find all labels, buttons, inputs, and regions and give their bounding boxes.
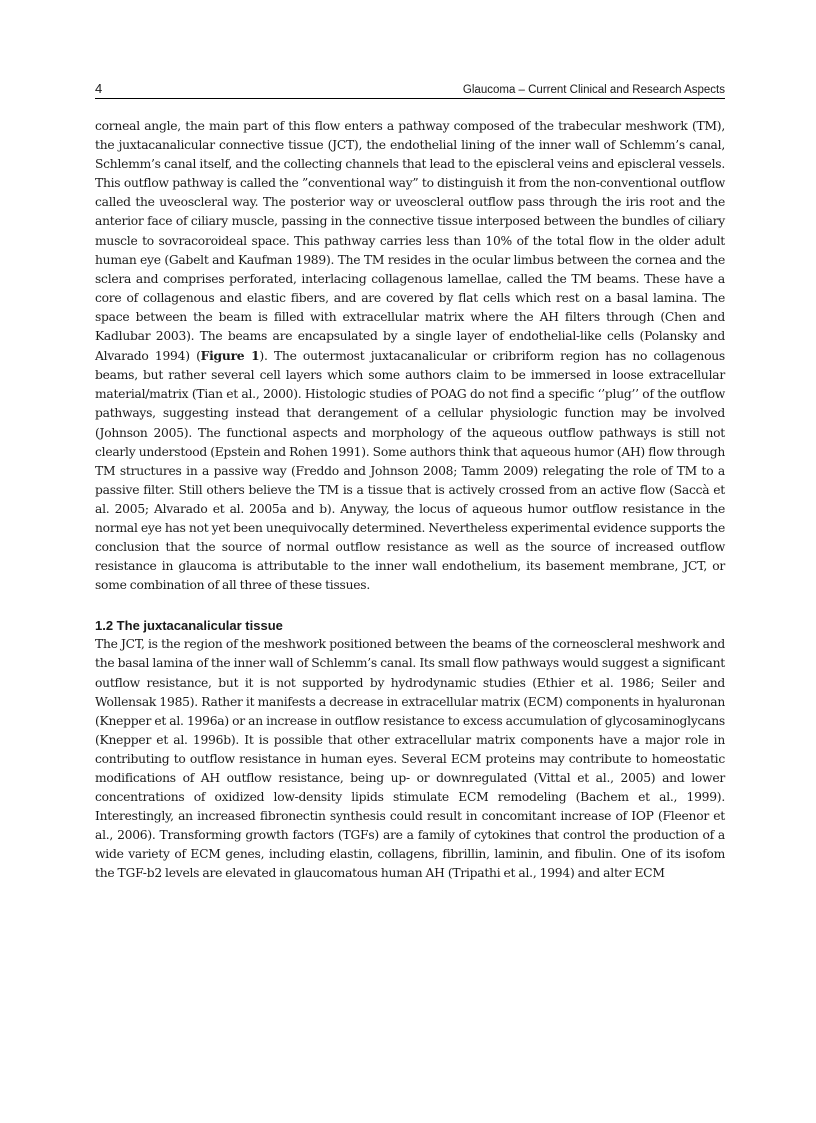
running-title: Glaucoma – Current Clinical and Research Aspects (462, 84, 725, 96)
figure-reference: Figure 1 (200, 348, 260, 364)
paragraph-juxtacanalicular: The JCT, is the region of the meshwork positioned between the beams of the corneoscleral meshwork and the basal lamina of the inner wall of Schlemm’s canal. Its small flow pathways would suggest a significant outflow resistance, but it is not supported by hydrodynamic studies (Ethier et al. 1986; Seiler and Wollensak 1985). Rather it manifests a decrease in extracellular matrix (ECM) components in hyaluronan (Knepper et al. 1996a) or an increase in outflow resistance to excess accumulation of glycosaminoglycans (Knepper et al. 1996b). It is possible that other extracellular matrix components have a major role in contributing to outflow resistance in human eyes. Several ECM proteins may contribute to homeostatic modifications of AH outflow resistance, being up- or downregulated (Vittal et al., 2005) and lower concentrations of oxidized low-density lipids stimulate ECM remodeling (Bachem et al., 1999). Interestingly, an increased fibronectin synthesis could result in concomitant increase of IOP (Fleenor et al., 2006). Transforming growth factors (TGFs) are a family of cytokines that control the production of a wide variety of ECM genes, including elastin, collagens, fibrillin, laminin, and fibulin. One of its isofom the TGF-b2 levels are elevated in glaucomatous human AH (Tripathi et al., 1994) and alter ECM (95, 637, 725, 881)
body-text (95, 117, 725, 884)
paragraph-text: ). The outermost juxtacanalicular or cribriform region has no collagenous beams, but rather several cell layers which some authors claim to be immersed in loose extracellular material/matrix (Tian et al., 2000). Histologic studies of POAG do not find a specific ‘’plug’’ of the outflow pathways, suggesting instead that derangement of a cellular physiologic function may be involved (Johnson 2005). The functional aspects and morphology of the aqueous outflow pathways is still not clearly understood (Epstein and Rohen 1991). Some authors think that aqueous humor (AH) flow through TM structures in a passive way (Freddo and Johnson 2008; Tamm 2009) relegating the role of TM to a passive filter. Still others believe the TM is a tissue that is actively crossed from an active flow (Saccà et al. 2005; Alvarado et al. 2005a and b). Anyway, the locus of aqueous humor outflow resistance in the normal eye has not yet been unequivocally determined. Nevertheless experimental evidence supports the conclusion that the source of normal outflow resistance as well as the source of increased outflow resistance in glaucoma is attributable to the inner wall endothelium, its basement membrane, JCT, or some combination of all three of these tissues. (95, 349, 725, 593)
paragraph-outflow-pathway (95, 117, 725, 595)
page-header (95, 82, 725, 99)
paragraph-text: corneal angle, the main part of this flow enters a pathway composed of the trabecular meshwork (TM), the juxtacanalicular connective tissue (JCT), the endothelial lining of the inner wall of Schlemm’s canal, Schlemm’s canal itself, and the collecting channels that lead to the episcleral veins and episcleral vessels. This outflow pathway is called the ”conventional way” to distinguish it from the non-conventional outflow called the uveoscleral way. The posterior way or uveoscleral outflow pass through the iris root and the anterior face of ciliary muscle, passing in the connective tissue interposed between the bundles of ciliary muscle to sovracoroideal space. This pathway carries less than 10% of the total flow in the older adult human eye (Gabelt and Kaufman 1989). The TM resides in the ocular limbus between the cornea and the sclera and comprises perforated, interlacing collagenous lamellae, called the TM beams. These have a core of collagenous and elastic fibers, and are covered by flat cells which rest on a basal lamina. The space between the beam is filled with extracellular matrix where the AH filters through (Chen and Kadlubar 2003). The beams are encapsulated by a single layer of endothelial-like cells (Polansky and Alvarado 1994) ( (95, 119, 725, 364)
page-number: 4 (95, 81, 103, 96)
section-heading: 1.2 The juxtacanalicular tissue (95, 618, 283, 634)
